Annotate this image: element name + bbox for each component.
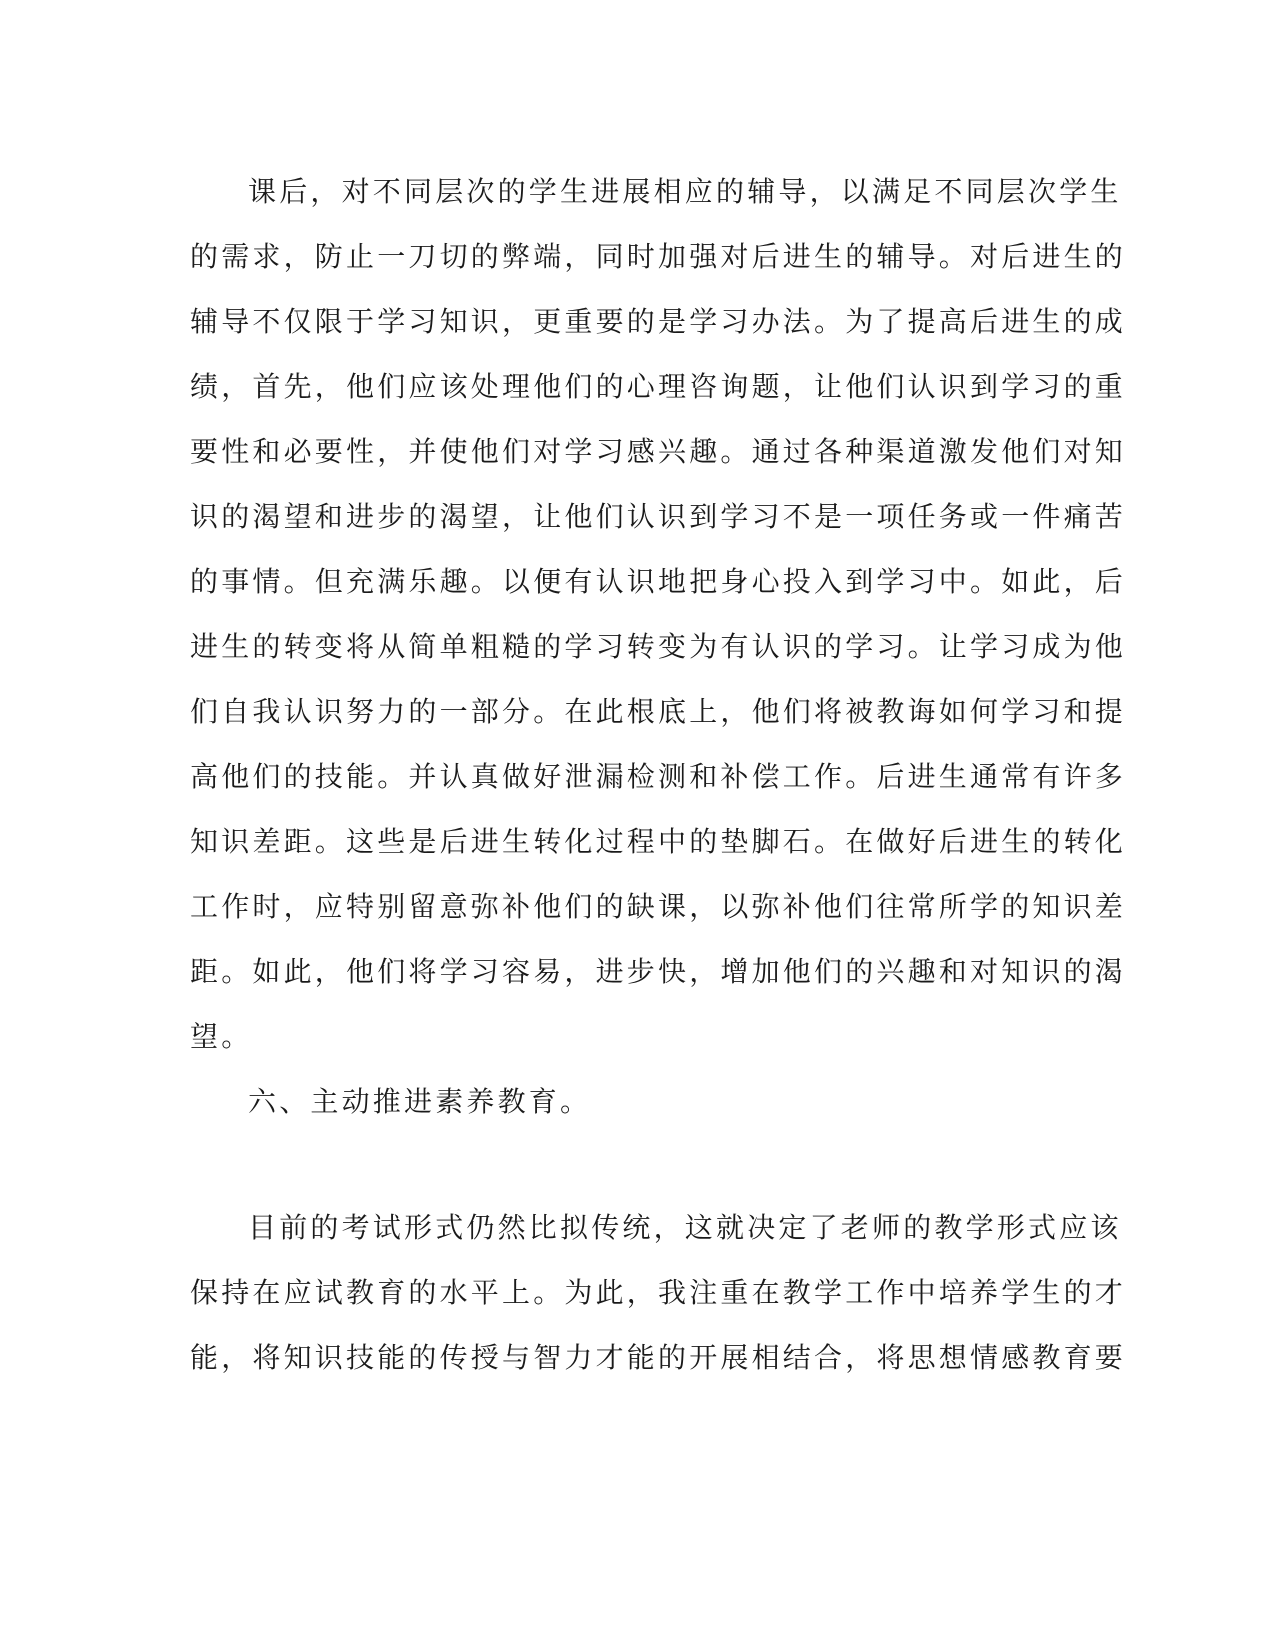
paragraph-line: 能，将知识技能的传授与智力才能的开展相结合，将思想情感教育要 bbox=[190, 1341, 1127, 1374]
paragraph-line: 课后，对不同层次的学生进展相应的辅导，以满足不同层次学生 bbox=[248, 175, 1122, 208]
paragraph-line: 知识差距。这些是后进生转化过程中的垫脚石。在做好后进生的转化 bbox=[190, 825, 1127, 858]
paragraph-line: 工作时，应特别留意弥补他们的缺课，以弥补他们往常所学的知识差 bbox=[190, 890, 1127, 923]
paragraph-line: 辅导不仅限于学习知识，更重要的是学习办法。为了提高后进生的成 bbox=[190, 305, 1127, 338]
paragraph-line: 目前的考试形式仍然比拟传统，这就决定了老师的教学形式应该 bbox=[248, 1211, 1122, 1244]
paragraph-line: 进生的转变将从简单粗糙的学习转变为有认识的学习。让学习成为他 bbox=[190, 630, 1127, 663]
paragraph-line: 望。 bbox=[190, 1020, 253, 1053]
paragraph-after-class-tutoring bbox=[190, 159, 1127, 1134]
paragraph-exam-format bbox=[190, 1195, 1127, 1390]
paragraph-line: 们自我认识努力的一部分。在此根底上，他们将被教诲如何学习和提 bbox=[190, 695, 1127, 728]
paragraph-line: 识的渴望和进步的渴望，让他们认识到学习不是一项任务或一件痛苦 bbox=[190, 500, 1127, 533]
section-heading: 六、主动推进素养教育。 bbox=[248, 1085, 592, 1118]
paragraph-line: 距。如此，他们将学习容易，进步快，增加他们的兴趣和对知识的渴 bbox=[190, 955, 1127, 988]
paragraph-line: 要性和必要性，并使他们对学习感兴趣。通过各种渠道激发他们对知 bbox=[190, 435, 1127, 468]
paragraph-line: 保持在应试教育的水平上。为此，我注重在教学工作中培养学生的才 bbox=[190, 1276, 1127, 1309]
paragraph-line: 的事情。但充满乐趣。以便有认识地把身心投入到学习中。如此，后 bbox=[190, 565, 1127, 598]
paragraph-line: 的需求，防止一刀切的弊端，同时加强对后进生的辅导。对后进生的 bbox=[190, 240, 1127, 273]
paragraph-line: 绩，首先，他们应该处理他们的心理咨询题，让他们认识到学习的重 bbox=[190, 370, 1127, 403]
paragraph-line: 高他们的技能。并认真做好泄漏检测和补偿工作。后进生通常有许多 bbox=[190, 760, 1127, 793]
